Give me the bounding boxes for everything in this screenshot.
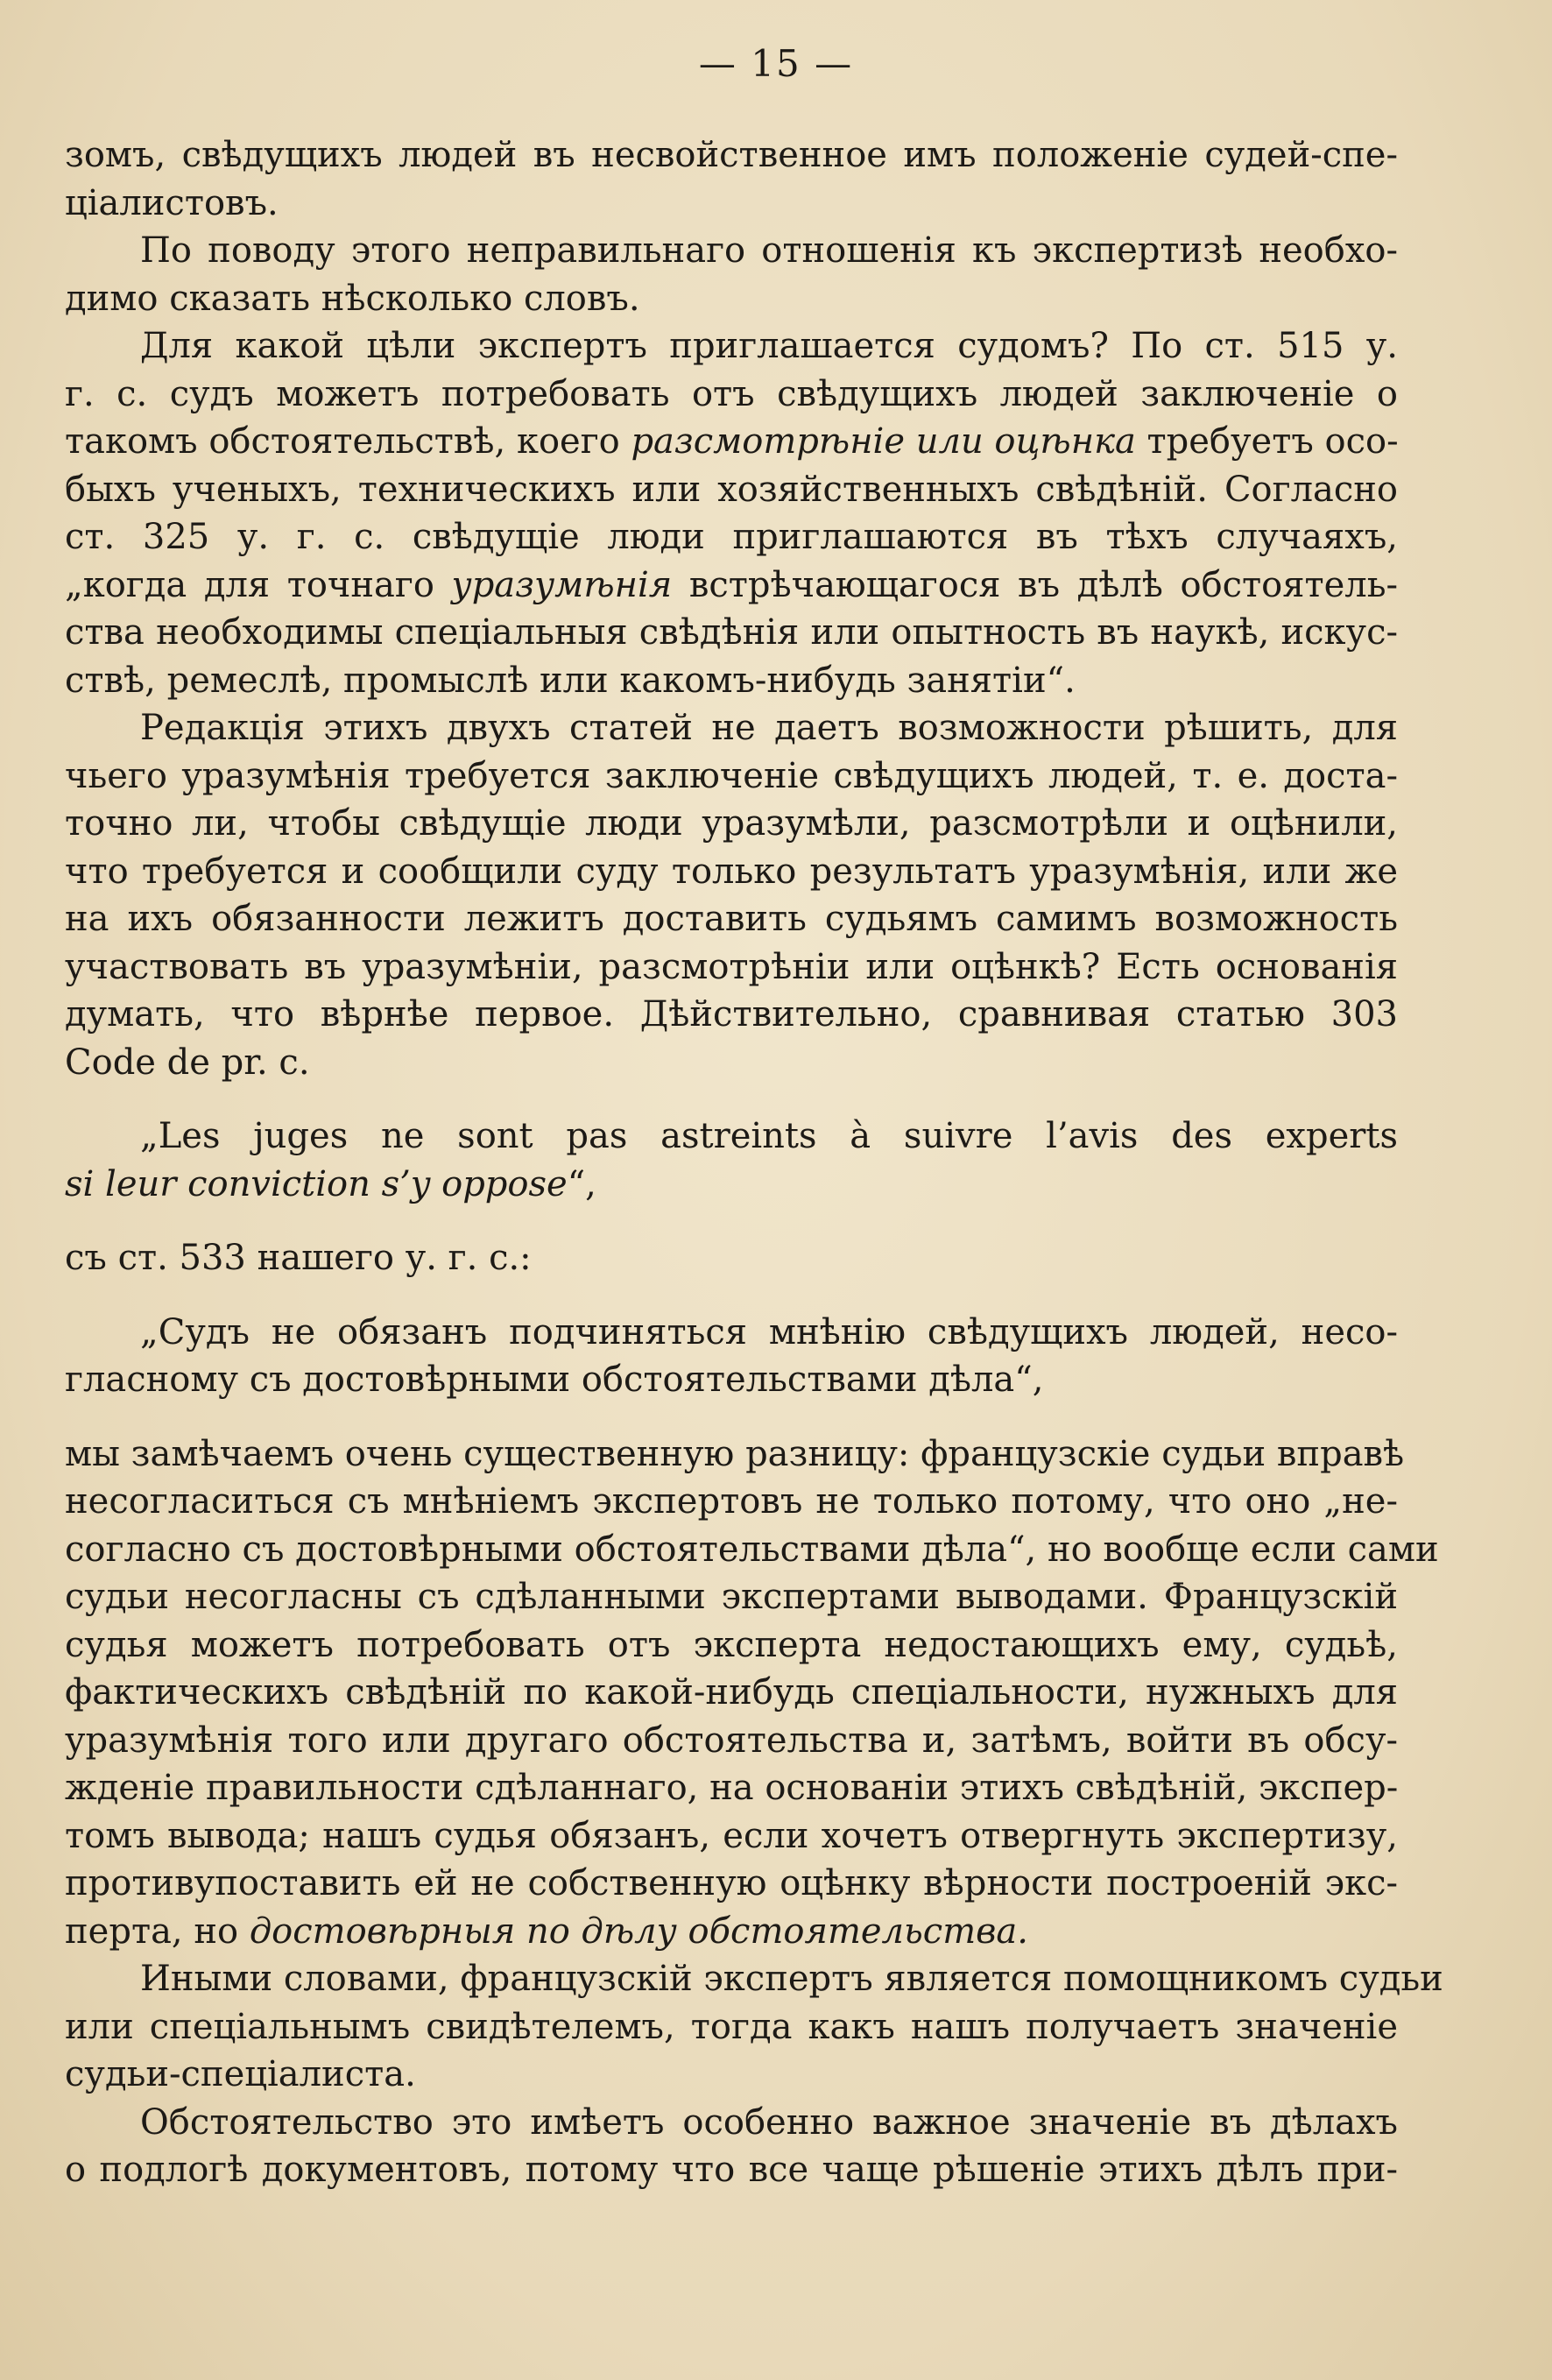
page-number: — 15 —	[698, 42, 854, 85]
text-line: ст. 325 у. г. с. свѣдущіе люди приглашаются въ тѣхъ случаяхъ,	[65, 517, 1398, 557]
text-line: или спеціальнымъ свидѣтелемъ, тогда какъ нашъ получаетъ значеніе	[65, 2006, 1398, 2047]
text-line: чьего уразумѣнія требуется заключеніе свѣдущихъ людей, т. е. доста-	[65, 755, 1398, 796]
text-line: несогласиться съ мнѣніемъ экспертовъ не только потому, что оно „не-	[65, 1481, 1398, 1522]
text-line: Для какой цѣли экспертъ приглашается судомъ? По ст. 515 у.	[140, 326, 1398, 366]
text-line: По поводу этого неправильнаго отношенія къ экспертизѣ необхо-	[140, 230, 1398, 271]
text-line: димо сказать нѣсколько словъ.	[65, 278, 640, 319]
text-line: г. с. судъ можетъ потребовать отъ свѣдущихъ людей заключеніе о	[65, 373, 1398, 414]
text-line: „когда для точнаго уразумѣнія встрѣчающагося въ дѣлѣ обстоятель-	[65, 564, 1399, 605]
text-line: согласно съ достовѣрными обстоятельствами дѣла“, но вообще если сами	[65, 1529, 1439, 1570]
text-line: жденіе правильности сдѣланнаго, на основаніи этихъ свѣдѣній, экспер-	[65, 1768, 1399, 1808]
text-line: перта, но достовѣрныя по дѣлу обстоятельства.	[65, 1910, 1028, 1952]
text-line: уразумѣнія того или другаго обстоятельства и, затѣмъ, войти въ обсу-	[65, 1720, 1398, 1761]
text-line: противупоставить ей не собственную оцѣнку вѣрности построеній экс-	[65, 1863, 1398, 1903]
text-line: судьи несогласны съ сдѣланными экспертами выводами. Французскій	[65, 1577, 1398, 1617]
text-line: Code de pr. c.	[65, 1042, 310, 1083]
body-text	[65, 131, 1443, 2194]
text-line: судьи-спеціалиста.	[65, 2054, 416, 2094]
text-line: точно ли, чтобы свѣдущіе люди уразумѣли, разсмотрѣли и оцѣнили,	[65, 803, 1398, 844]
spacer	[65, 1086, 1398, 1112]
text-line: быхъ ученыхъ, техническихъ или хозяйственныхъ свѣдѣній. Согласно	[65, 469, 1398, 510]
text-line: о подлогѣ документовъ, потому что все чаще рѣшеніе этихъ дѣлъ при-	[65, 2150, 1398, 2190]
text-line: участвовать въ уразумѣніи, разсмотрѣніи или оцѣнкѣ? Есть основанія	[65, 946, 1398, 987]
text-line: что требуется и сообщили суду только результатъ уразумѣнія, или же	[65, 851, 1398, 892]
spacer	[65, 1208, 1398, 1234]
text-line: на ихъ обязанности лежитъ доставить судьямъ самимъ возможность	[65, 899, 1398, 939]
text-line: думать, что вѣрнѣе первое. Дѣйствительно, сравнивая статью 303	[65, 994, 1398, 1035]
text-line: „Les juges ne sont pas astreints à suivre l’avis des experts	[140, 1116, 1398, 1156]
spacer	[65, 1282, 1398, 1309]
text-line: судья можетъ потребовать отъ эксперта недостающихъ ему, судьѣ,	[65, 1624, 1398, 1665]
text-line: „Судъ не обязанъ подчиняться мнѣнію свѣдущихъ людей, несо-	[140, 1311, 1398, 1352]
spacer	[65, 1404, 1398, 1430]
text-line: Редакція этихъ двухъ статей не даетъ возможности рѣшить, для	[140, 708, 1398, 748]
text-line: мы замѣчаемъ очень существенную разницу: французскіе судьи вправѣ	[65, 1433, 1405, 1474]
text-line: Иными словами, французскій экспертъ является помощникомъ судьи	[140, 1959, 1443, 1999]
text-line: такомъ обстоятельствѣ, коего разсмотрѣніе или оцѣнка требуетъ осо-	[65, 421, 1399, 462]
text-line: томъ вывода; нашъ судья обязанъ, если хочетъ отвергнуть экспертизу,	[65, 1815, 1398, 1856]
text-line: фактическихъ свѣдѣній по какой-нибудь спеціальности, нужныхъ для	[65, 1672, 1398, 1713]
text-line: зомъ, свѣдущихъ людей въ несвойственное имъ положеніе судей-спе-	[65, 135, 1398, 175]
text-line: Обстоятельство это имѣетъ особенно важное значеніе въ дѣлахъ	[140, 2101, 1398, 2143]
text-line: ствѣ, ремеслѣ, промыслѣ или какомъ-нибудь занятіи“.	[65, 660, 1076, 701]
text-line: ства необходимы спеціальныя свѣдѣнія или опытность въ наукѣ, искус-	[65, 612, 1398, 653]
text-line: гласному съ достовѣрными обстоятельствами дѣла“,	[65, 1359, 1044, 1400]
text-line: ціалистовъ.	[65, 182, 279, 223]
text-line: si leur conviction s’y oppose“,	[65, 1163, 596, 1204]
text-line: съ ст. 533 нашего у. г. с.:	[65, 1238, 532, 1278]
